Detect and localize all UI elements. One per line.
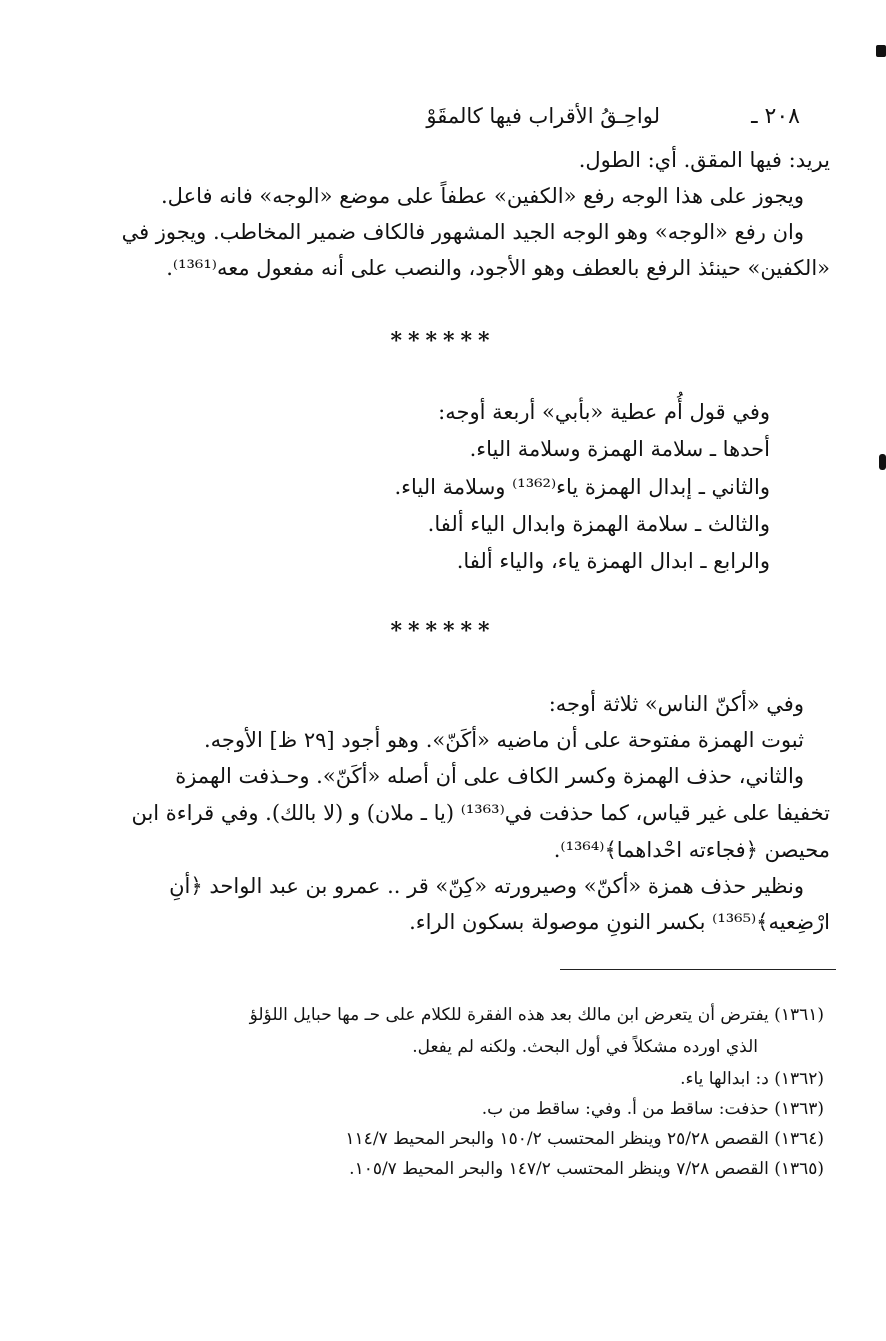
text-line: والثاني ـ إبدال الهمزة ياء⁽¹³⁶²⁾ وسلامة الياء. xyxy=(394,475,770,499)
text-line: والرابع ـ ابدال الهمزة ياء، والياء ألفا. xyxy=(456,549,770,573)
footnote: (١٣٦٣) حذفت: ساقط من أ. وفي: ساقط من ب. xyxy=(481,1099,824,1119)
footnote: (١٣٦٤) القصص ٢٥/٢٨ وينظر المحتسب ١٥٠/٢ والبحر المحيط ١١٤/٧ xyxy=(345,1129,824,1149)
text-line: «الكفين» حينئذ الرفع بالعطف وهو الأجود، والنصب على أنه مفعول معه⁽¹³⁶¹⁾. xyxy=(166,256,830,280)
footnote: (١٣٦١) يفترض أن يتعرض ابن مالك بعد هذه الفقرة للكلام على حـ مها حبايل اللؤلؤ xyxy=(249,1005,824,1025)
text-line: ونظير حذف همزة «أكنّ» وصيرورته «كِنّ» قر .. عمرو بن عبد الواحد ﴿أنِ xyxy=(169,874,804,898)
text-line: محيصن ﴿فجاءته احْداهما﴾⁽¹³⁶⁴⁾. xyxy=(553,838,830,862)
verse-fragment: لواحِـقُ الأقراب فيها كالمقَوْ xyxy=(426,104,660,128)
separator: ****** xyxy=(390,328,496,354)
separator: ****** xyxy=(390,618,496,644)
text-line: وفي «أكنّ الناس» ثلاثة أوجه: xyxy=(548,692,804,716)
text-line: ارْضِعيه﴾⁽¹³⁶⁵⁾ بكسر النونِ موصولة بسكون الراء. xyxy=(409,910,830,934)
text-line: تخفيفا على غير قياس، كما حذفت في⁽¹³⁶³⁾ (يا ـ ملان) و (لا بالك). وفي قراءة ابن xyxy=(131,801,830,825)
scan-mark xyxy=(876,45,886,57)
page-number: ٢٠٨ ـ xyxy=(751,104,800,129)
text-line: والثاني، حذف الهمزة وكسر الكاف على أن أصله «أكَنّ». وحـذفت الهمزة xyxy=(175,764,804,788)
scan-mark xyxy=(879,454,886,470)
footnote: (١٣٦٥) القصص ٧/٢٨ وينظر المحتسب ١٤٧/٢ والبحر المحيط ١٠٥/٧. xyxy=(349,1159,824,1179)
text-line: يريد: فيها المقق. أي: الطول. xyxy=(578,148,830,172)
text-line: أحدها ـ سلامة الهمزة وسلامة الياء. xyxy=(469,437,770,461)
footnote-divider xyxy=(560,969,836,970)
text-line: والثالث ـ سلامة الهمزة وابدال الياء ألفا. xyxy=(427,512,770,536)
text-line: وان رفع «الوجه» وهو الوجه الجيد المشهور فالكاف ضمير المخاطب. ويجوز في xyxy=(121,220,804,244)
footnote: (١٣٦٢) د: ابدالها ياء. xyxy=(680,1069,824,1089)
text-line: وفي قول أُم عطية «بأبي» أربعة أوجه: xyxy=(438,400,770,424)
text-line: ويجوز على هذا الوجه رفع «الكفين» عطفاً على موضع «الوجه» فانه فاعل. xyxy=(160,184,804,208)
footnote: الذي اورده مشكلاً في أول البحث. ولكنه لم يفعل. xyxy=(412,1037,758,1057)
text-line: ثبوت الهمزة مفتوحة على أن ماضيه «أكَنّ». وهو أجود [٢٩ ظ] الأوجه. xyxy=(203,728,804,752)
